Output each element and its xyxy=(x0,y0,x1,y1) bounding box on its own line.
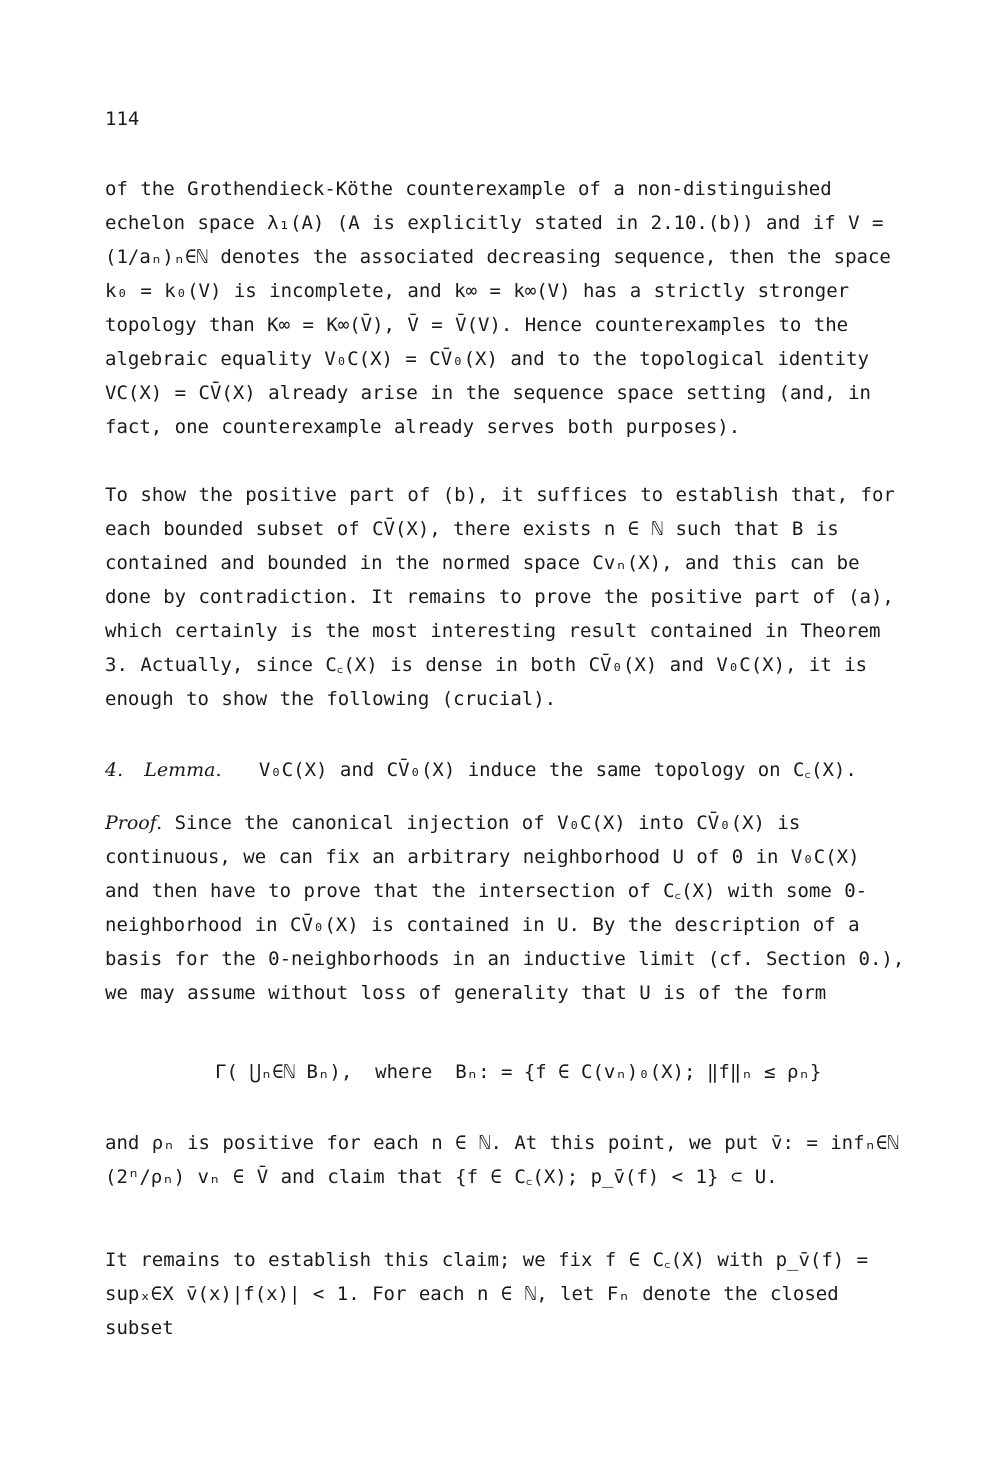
display-formula: Γ( ⋃ₙ∈ℕ Bₙ), where Bₙ: = {f ∈ C(vₙ)₀(X); ‖f‖ₙ ≤ ρₙ} xyxy=(215,1061,822,1083)
paragraph-positive-part: To show the positive part of (b), it suffices to establish that, for each bounded subset of CV̄(X), there exists n ∈ ℕ such that B is contained and bounded in the normed space Cvₙ(X), and this can be done by contradiction. It remains to prove the positive part of (a), which certainly is the most interesting result contained in Theorem 3. Actually, since C꜀(X) is dense in both CV̄₀(X) and V₀C(X), it is enough to show the following (crucial). xyxy=(105,484,908,710)
lemma-label: 4. Lemma. xyxy=(105,759,222,781)
paragraph-establish-claim: It remains to establish this claim; we fix f ∈ C꜀(X) with p_v̄(f) = supₓ∈X v̄(x)|f(x)| < 1. For each n ∈ ℕ, let Fₙ denote the closed subset xyxy=(105,1249,881,1339)
proof-paragraph xyxy=(105,806,917,1010)
proof-label: Proof. xyxy=(105,812,163,834)
page-number: 114 xyxy=(105,108,140,130)
lemma-text: V₀C(X) and CV̄₀(X) induce the same topology on C꜀(X). xyxy=(258,759,857,781)
paragraph-claim: and ρₙ is positive for each n ∈ ℕ. At this point, we put v̄: = infₙ∈ℕ (2ⁿ/ρₙ) vₙ ∈ V̄ and claim that {f ∈ C꜀(X); p_v̄(f) < 1} ⊂ U. xyxy=(105,1132,912,1188)
paragraph-counterexample: of the Grothendieck-Köthe counterexample of a non-distinguished echelon space λ₁(A) (A is explicitly stated in 2.10.(b)) and if V = (1/aₙ)ₙ∈ℕ denotes the associated decreasing sequence, then the space k₀ = k₀(V) is incomplete, and k∞ = k∞(V) has a strictly stronger topology than K∞ = K∞(V̄), V̄ = V̄(V). Hence counterexamples to the algebraic equality V₀C(X) = CV̄₀(X) and to the topological identity VC(X) = CV̄(X) already arise in the sequence space setting (and, in fact, one counterexample already serves both purposes). xyxy=(105,178,904,438)
proof-text: Since the canonical injection of V₀C(X) into CV̄₀(X) is continuous, we can fix an arbitrary neighborhood U of 0 in V₀C(X) and then have to prove that the intersection of C꜀(X) with some 0-neighborhood in CV̄₀(X) is contained in U. By the description of a basis for the 0-neighborhoods in an inductive limit (cf. Section 0.), we may assume without loss of generality that U is of the form xyxy=(105,812,917,1004)
lemma-statement xyxy=(105,753,905,787)
